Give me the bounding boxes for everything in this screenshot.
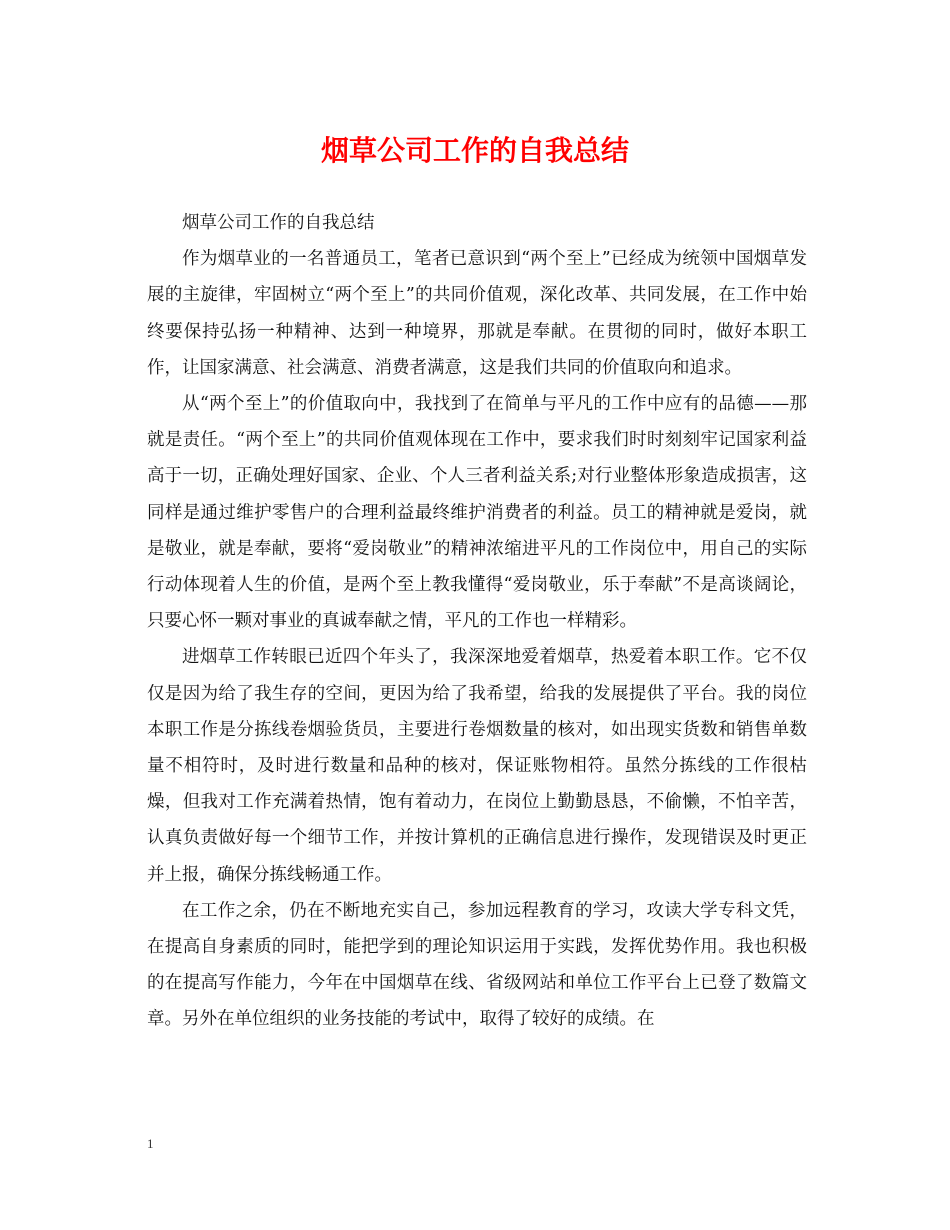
document-body	[147, 205, 807, 1038]
paragraph: 在工作之余，仍在不断地充实自己，参加远程教育的学习，攻读大学专科文凭，在提高自身素质的同时，能把学到的理论知识运用于实践，发挥优势作用。我也积极的在提高写作能力，今年在中国烟草在线、省级网站和单位工作平台上已登了数篇文章。另外在单位组织的业务技能的考试中，取得了较好的成绩。在	[147, 900, 807, 1030]
page-number: 1	[147, 1136, 154, 1151]
paragraph-subtitle: 烟草公司工作的自我总结	[182, 213, 375, 233]
document-title: 烟草公司工作的自我总结	[320, 134, 629, 167]
paragraph: 作为烟草业的一名普通员工，笔者已意识到“两个至上”已经成为统领中国烟草发展的主旋律，牢固树立“两个至上”的共同价值观，深化改革、共同发展，在工作中始终要保持弘扬一种精神、达到一种境界，那就是奉献。在贯彻的同时，做好本职工作，让国家满意、社会满意、消费者满意，这是我们共同的价值取向和追求。	[147, 249, 807, 378]
paragraph: 进烟草工作转眼已近四个年头了，我深深地爱着烟草，热爱着本职工作。它不仅仅是因为给了我生存的空间，更因为给了我希望，给我的发展提供了平台。我的岗位本职工作是分拣线卷烟验货员，主要进行卷烟数量的核对，如出现实货数和销售单数量不相符时，及时进行数量和品种的核对，保证账物相符。虽然分拣线的工作很枯燥，但我对工作充满着热情，饱有着动力，在岗位上勤勤恳恳，不偷懒，不怕辛苦，认真负责做好每一个细节工作，并按计算机的正确信息进行操作，发现错误及时更正并上报，确保分拣线畅通工作。	[147, 647, 807, 885]
paragraph: 从“两个至上”的价值取向中，我找到了在简单与平凡的工作中应有的品德——那就是责任。“两个至上”的共同价值观体现在工作中，要求我们时时刻刻牢记国家利益高于一切，正确处理好国家、企业、个人三者利益关系;对行业整体形象造成损害，这同样是通过维护零售户的合理利益最终维护消费者的利益。员工的精神就是爱岗，就是敬业，就是奉献，要将“爱岗敬业”的精神浓缩进平凡的工作岗位中，用自己的实际行动体现着人生的价值，是两个至上教我懂得“爱岗敬业，乐于奉献”不是高谈阔论，只要心怀一颗对事业的真诚奉献之情，平凡的工作也一样精彩。	[147, 394, 807, 632]
